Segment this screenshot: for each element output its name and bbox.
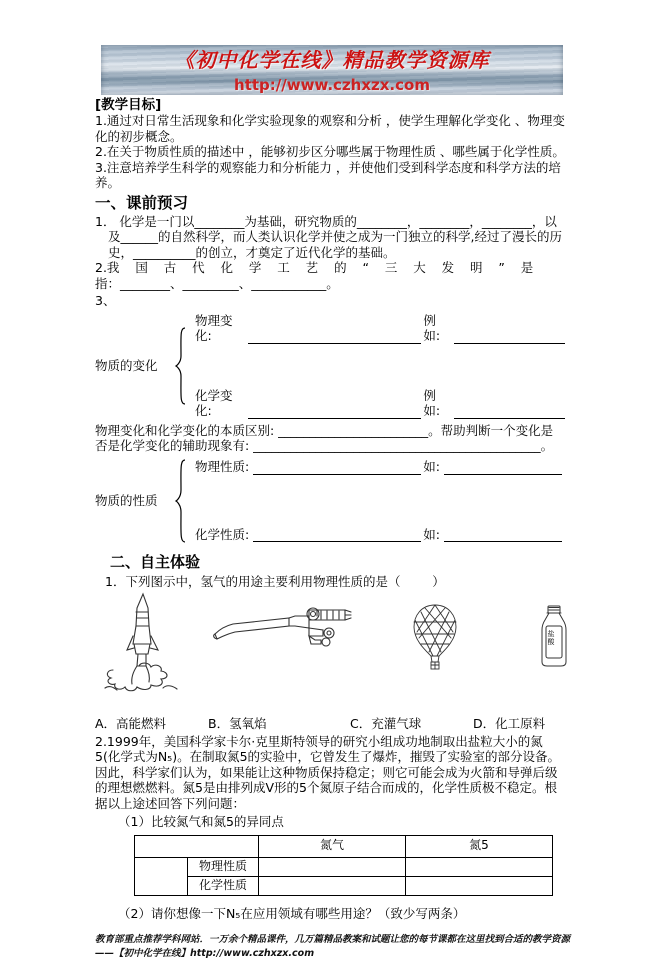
row-header-physical: 物理性质 bbox=[188, 857, 259, 876]
sub-question-1: （1）比较氮气和氮5的异同点 bbox=[118, 814, 284, 829]
properties-label: 物质的性质 bbox=[95, 492, 158, 508]
objectives-heading: [教学目标] bbox=[95, 97, 162, 113]
section1-heading: 一、课前预习 bbox=[95, 193, 189, 212]
physical-property-label: 物理性质: bbox=[195, 459, 250, 474]
table-row-chemical bbox=[135, 876, 553, 895]
changes-label: 物质的变化 bbox=[95, 357, 158, 373]
objective-item-3: 3.注意培养学生科学的观察能力和分析能力 ，并使他们受到科学态度和科学方法的培养。 bbox=[95, 159, 561, 190]
such-as-label-1: 如: bbox=[423, 459, 440, 474]
footer-promo-text[interactable]: 教育部重点推荐学科网站．一万余个精品课件，几万篇精品教案和试题让您的每节课都在这里找到合适的教学资源——【初中化学在线】http://www.czhxzx.com bbox=[95, 934, 571, 959]
option-c[interactable]: C．充灌气球 bbox=[350, 716, 422, 731]
physical-change-label: 物理变化: bbox=[195, 312, 233, 343]
physical-property-example-blank[interactable] bbox=[444, 461, 562, 475]
table-header-row bbox=[135, 835, 553, 857]
such-as-label-2: 如: bbox=[423, 526, 440, 542]
cell-chemical-n2[interactable] bbox=[259, 876, 406, 895]
changes-brace-diagram bbox=[95, 313, 565, 419]
physical-property-blank[interactable] bbox=[253, 461, 421, 475]
physical-change-blank[interactable] bbox=[248, 330, 421, 344]
table-header-n5: 氮5 bbox=[406, 835, 553, 857]
hydrogen-question: 1．下列图示中，氢气的用途主要利用物理性质的是（ ） bbox=[105, 573, 445, 589]
chemical-property-label: 化学性质: bbox=[195, 526, 250, 542]
example-label-2: 例如: bbox=[423, 387, 441, 418]
nitrogen-question: 2.1999年，美国科学家卡尔·克里斯特领导的研究小组成功地制取出盐粒大小的氮5(化学式为N₅)。在制取氮5的实验中，它曾发生了爆炸，摧毁了实验室的部分设备。因此，科学家们认为，如果能让这种物质保持稳定；则它可能会成为火箭和导弹后级的理想燃燃料。氮5是由排列成V形的5个氮原子结合而成的，化学性质极不稳定。根据以上途述回答下列问题： bbox=[95, 733, 561, 811]
chemical-property-blank[interactable] bbox=[253, 528, 421, 542]
example-label-1: 例如: bbox=[423, 312, 441, 343]
option-b[interactable]: B．氢氧焰 bbox=[208, 716, 267, 731]
section2-heading: 二、自主体验 bbox=[110, 552, 201, 571]
sub-question-2: （2）请你想像一下N₅在应用领域有哪些用途？（致少写两条） bbox=[118, 905, 466, 921]
site-banner bbox=[101, 45, 563, 95]
torch-illustration bbox=[211, 606, 353, 662]
acid-bottle-illustration bbox=[537, 604, 571, 668]
question-3-label: 3、 bbox=[95, 293, 116, 308]
chemical-property-example-blank[interactable] bbox=[444, 528, 562, 542]
table-header-n2: 氮气 bbox=[259, 835, 406, 857]
left-brace-icon bbox=[173, 326, 187, 406]
physical-change-row bbox=[195, 313, 565, 344]
chemical-property-row bbox=[195, 527, 565, 543]
difference-paragraph: 物理变化和化学变化的本质区别: ________________________。帮助判断一个变化是否是化学变化的辅助现象有: ______________________________________________。 bbox=[95, 422, 554, 453]
left-brace-icon bbox=[173, 458, 187, 544]
question-1: 1． 化学是一门以________为基础，研究物质的________，________，________，以及______的自然科学，而人类认识化学并使之成为一门独立的科学,经过了漫长的历史，__________的创立，才奠定了近代化学的基础。 bbox=[95, 213, 562, 260]
cell-physical-n5[interactable] bbox=[406, 857, 553, 876]
objective-item-1: 1.通过对日常生活现象和化学实验现象的观察和分析 ，使学生理解化学变化 、物理变化的初步概念。 bbox=[95, 113, 565, 144]
table-corner-cell bbox=[135, 835, 259, 857]
balloon-illustration bbox=[411, 604, 459, 674]
banner-url-link[interactable]: http://www.czhxzx.com bbox=[234, 76, 430, 94]
cell-physical-n2[interactable] bbox=[259, 857, 406, 876]
question-2-line1: 2.我 国 古 代 化 学 工 艺 的 “ 三 大 发 明 ” 是 bbox=[95, 260, 534, 275]
table-stub-cell bbox=[135, 857, 188, 895]
chemical-change-row bbox=[195, 388, 565, 419]
table-row-physical bbox=[135, 857, 553, 876]
bottle-label: 盐酸 bbox=[547, 630, 555, 646]
objective-item-2: 2.在关于物质性质的描述中 ，能够初步区分哪些属于物理性质 、哪些属于化学性质。 bbox=[95, 144, 565, 159]
chemical-change-example-blank[interactable] bbox=[454, 405, 565, 419]
chemical-change-blank[interactable] bbox=[248, 405, 421, 419]
properties-brace-diagram bbox=[95, 458, 565, 544]
illustration-row bbox=[95, 592, 565, 710]
comparison-table bbox=[134, 835, 553, 896]
chemical-change-label: 化学变化: bbox=[195, 387, 233, 418]
physical-property-row bbox=[195, 459, 565, 475]
cell-chemical-n5[interactable] bbox=[406, 876, 553, 895]
banner-title: 《初中化学在线》精品教学资源库 bbox=[174, 48, 490, 72]
choice-options-row bbox=[95, 716, 565, 732]
option-a[interactable]: A．高能燃料 bbox=[95, 716, 167, 731]
question-2-line2: 指：________、_________、____________。 bbox=[95, 275, 339, 291]
physical-change-example-blank[interactable] bbox=[454, 330, 565, 344]
option-d[interactable]: D．化工原料 bbox=[473, 716, 546, 731]
row-header-chemical: 化学性质 bbox=[188, 876, 259, 895]
rocket-illustration bbox=[103, 592, 181, 696]
